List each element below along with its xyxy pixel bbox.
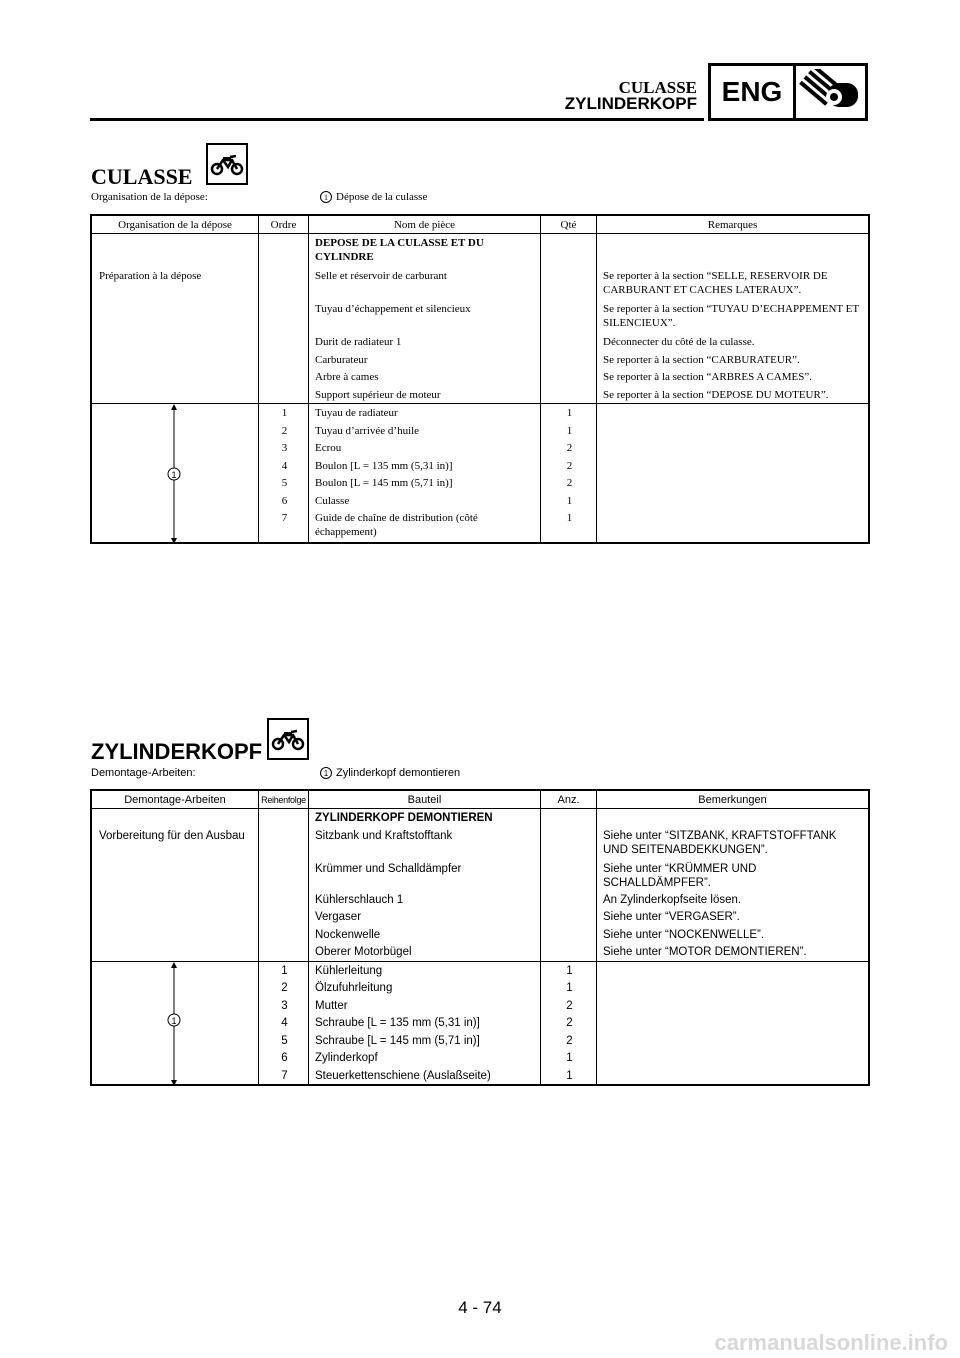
col-header: Demontage-Arbeiten	[124, 794, 226, 806]
table-row	[92, 827, 868, 860]
prep-remark: Siehe unter “NOCKENWELLE”.	[596, 926, 868, 944]
table-row	[92, 333, 868, 351]
section-title-de: ZYLINDERKOPF	[91, 739, 263, 764]
eng-badge	[708, 63, 868, 121]
header-title-fr: CULASSE	[618, 78, 697, 97]
table-row	[92, 908, 868, 926]
page-number: 4 - 74	[458, 1298, 502, 1317]
step-number-fr: 1	[320, 191, 332, 203]
prep-remark: Siehe unter “SITZBANK, KRAFTSTOFFTANK UND SEITENABDEKKUNGEN”.	[596, 827, 868, 860]
table-row	[92, 809, 868, 827]
table-row: 5 Schraube [L = 145 mm (5,71 in)] 2	[92, 1032, 868, 1050]
prep-label: Préparation à la dépose	[99, 270, 202, 282]
prep-block-de	[92, 809, 868, 962]
table-row	[92, 926, 868, 944]
prep-name: Selle et réservoir de carburant	[308, 267, 540, 300]
prep-name: Vergaser	[308, 908, 540, 926]
prep-name: Arbre à cames	[308, 368, 540, 386]
table-de	[90, 789, 870, 1086]
table-row: 5 Boulon [L = 145 mm (5,71 in)] 2	[92, 474, 868, 492]
table-row	[92, 300, 868, 333]
org-label-de: Demontage-Arbeiten:	[91, 767, 196, 779]
table-row: 7 Steuerkettenschiene (Auslaßseite) 1	[92, 1067, 868, 1085]
col-header: Remarques	[596, 216, 868, 233]
order-bracket-de	[162, 962, 186, 1086]
eng-label: ENG	[711, 66, 796, 118]
section-title-fr: CULASSE	[91, 164, 193, 189]
prep-remark: Siehe unter “KRÜMMER UND SCHALLDÄMPFER”.	[596, 860, 868, 891]
table-row: 6 Zylinderkopf 1	[92, 1049, 868, 1067]
footer-watermark: carmanualsonline.info	[714, 1330, 948, 1355]
prep-name: Sitzbank und Kraftstofftank	[308, 827, 540, 860]
col-header: Nom de pièce	[308, 216, 540, 233]
table-row: 4 Boulon [L = 135 mm (5,31 in)] 2	[92, 457, 868, 475]
table-row	[92, 860, 868, 891]
prep-name: Nockenwelle	[308, 926, 540, 944]
prep-name: DEPOSE DE LA CULASSE ET DU CYLINDRE	[308, 234, 540, 267]
table-row: 1 Tuyau de radiateur 1	[92, 404, 868, 422]
step-number-de: 1	[320, 767, 332, 779]
table-row	[92, 234, 868, 267]
col-header: Anz.	[540, 791, 596, 808]
prep-block-fr	[92, 234, 868, 404]
prep-name: Krümmer und Schalldämpfer	[308, 860, 540, 891]
engine-icon	[796, 66, 865, 118]
prep-name: Support supérieur de moteur	[308, 386, 540, 404]
prep-name: Oberer Motorbügel	[308, 943, 540, 961]
table-row: 3 Ecrou 2	[92, 439, 868, 457]
bracket-label-fr: 1	[171, 470, 177, 480]
table-fr	[90, 214, 870, 544]
prep-name: Tuyau d’échappement et silencieux	[308, 300, 540, 333]
step-de	[320, 767, 460, 779]
prep-remark: Se reporter à la section “SELLE, RESERVOIR DE CARBURANT ET CACHES LATERAUX”.	[596, 267, 868, 300]
motorcycle-icon	[206, 143, 248, 185]
table-row	[92, 351, 868, 369]
table-row	[92, 386, 868, 404]
order-bracket-fr	[162, 404, 186, 544]
prep-name: Kühlerschlauch 1	[308, 891, 540, 909]
table-row	[92, 943, 868, 961]
col-header: Bemerkungen	[596, 791, 868, 808]
table-row: 2 Tuyau d’arrivée d’huile 1	[92, 422, 868, 440]
prep-name: Durit de radiateur 1	[308, 333, 540, 351]
prep-label: Vorbereitung für den Ausbau	[99, 829, 245, 842]
prep-remark: Déconnecter du côté de la culasse.	[596, 333, 868, 351]
header-title-de: ZYLINDERKOPF	[564, 94, 697, 113]
col-header: Organisation de la dépose	[118, 219, 232, 231]
table-row	[92, 368, 868, 386]
table-row: 7 Guide de chaîne de distribution (côté échappement) 1	[92, 509, 868, 542]
motorcycle-icon	[267, 718, 309, 760]
prep-remark: Se reporter à la section “TUYAU D’ECHAPPEMENT ET SILENCIEUX”.	[596, 300, 868, 333]
prep-remark: Siehe unter “VERGASER”.	[596, 908, 868, 926]
table-row: 6 Culasse 1	[92, 492, 868, 510]
org-label-fr: Organisation de la dépose:	[91, 191, 208, 203]
bracket-label-de: 1	[171, 1015, 177, 1026]
prep-remark: Siehe unter “MOTOR DEMONTIEREN”.	[596, 943, 868, 961]
prep-remark: Se reporter à la section “ARBRES A CAMES”.	[596, 368, 868, 386]
parts-block-de	[92, 962, 868, 1085]
step-text-de: Zylinderkopf demontieren	[336, 767, 461, 779]
prep-name: ZYLINDERKOPF DEMONTIEREN	[308, 809, 540, 827]
table-row	[92, 891, 868, 909]
step-text-fr: Dépose de la culasse	[336, 191, 428, 203]
table-row: 4 Schraube [L = 135 mm (5,31 in)] 2	[92, 1014, 868, 1032]
table-header-fr	[92, 216, 868, 234]
table-row: 1 Kühlerleitung 1	[92, 962, 868, 980]
prep-remark: Se reporter à la section “DEPOSE DU MOTEUR”.	[596, 386, 868, 404]
col-header: Ordre	[258, 216, 308, 233]
parts-block-fr	[92, 404, 868, 542]
table-header-de	[92, 791, 868, 809]
header-rule	[90, 118, 704, 121]
table-row: 2 Ölzufuhrleitung 1	[92, 979, 868, 997]
table-row	[92, 267, 868, 300]
prep-name: Carburateur	[308, 351, 540, 369]
col-header: Reihenfolge	[258, 791, 308, 808]
prep-remark: Se reporter à la section “CARBURATEUR”.	[596, 351, 868, 369]
table-row: 3 Mutter 2	[92, 997, 868, 1015]
step-fr	[320, 191, 427, 203]
col-header: Bauteil	[308, 791, 540, 808]
col-header: Qté	[540, 216, 596, 233]
prep-remark: An Zylinderkopfseite lösen.	[596, 891, 868, 909]
